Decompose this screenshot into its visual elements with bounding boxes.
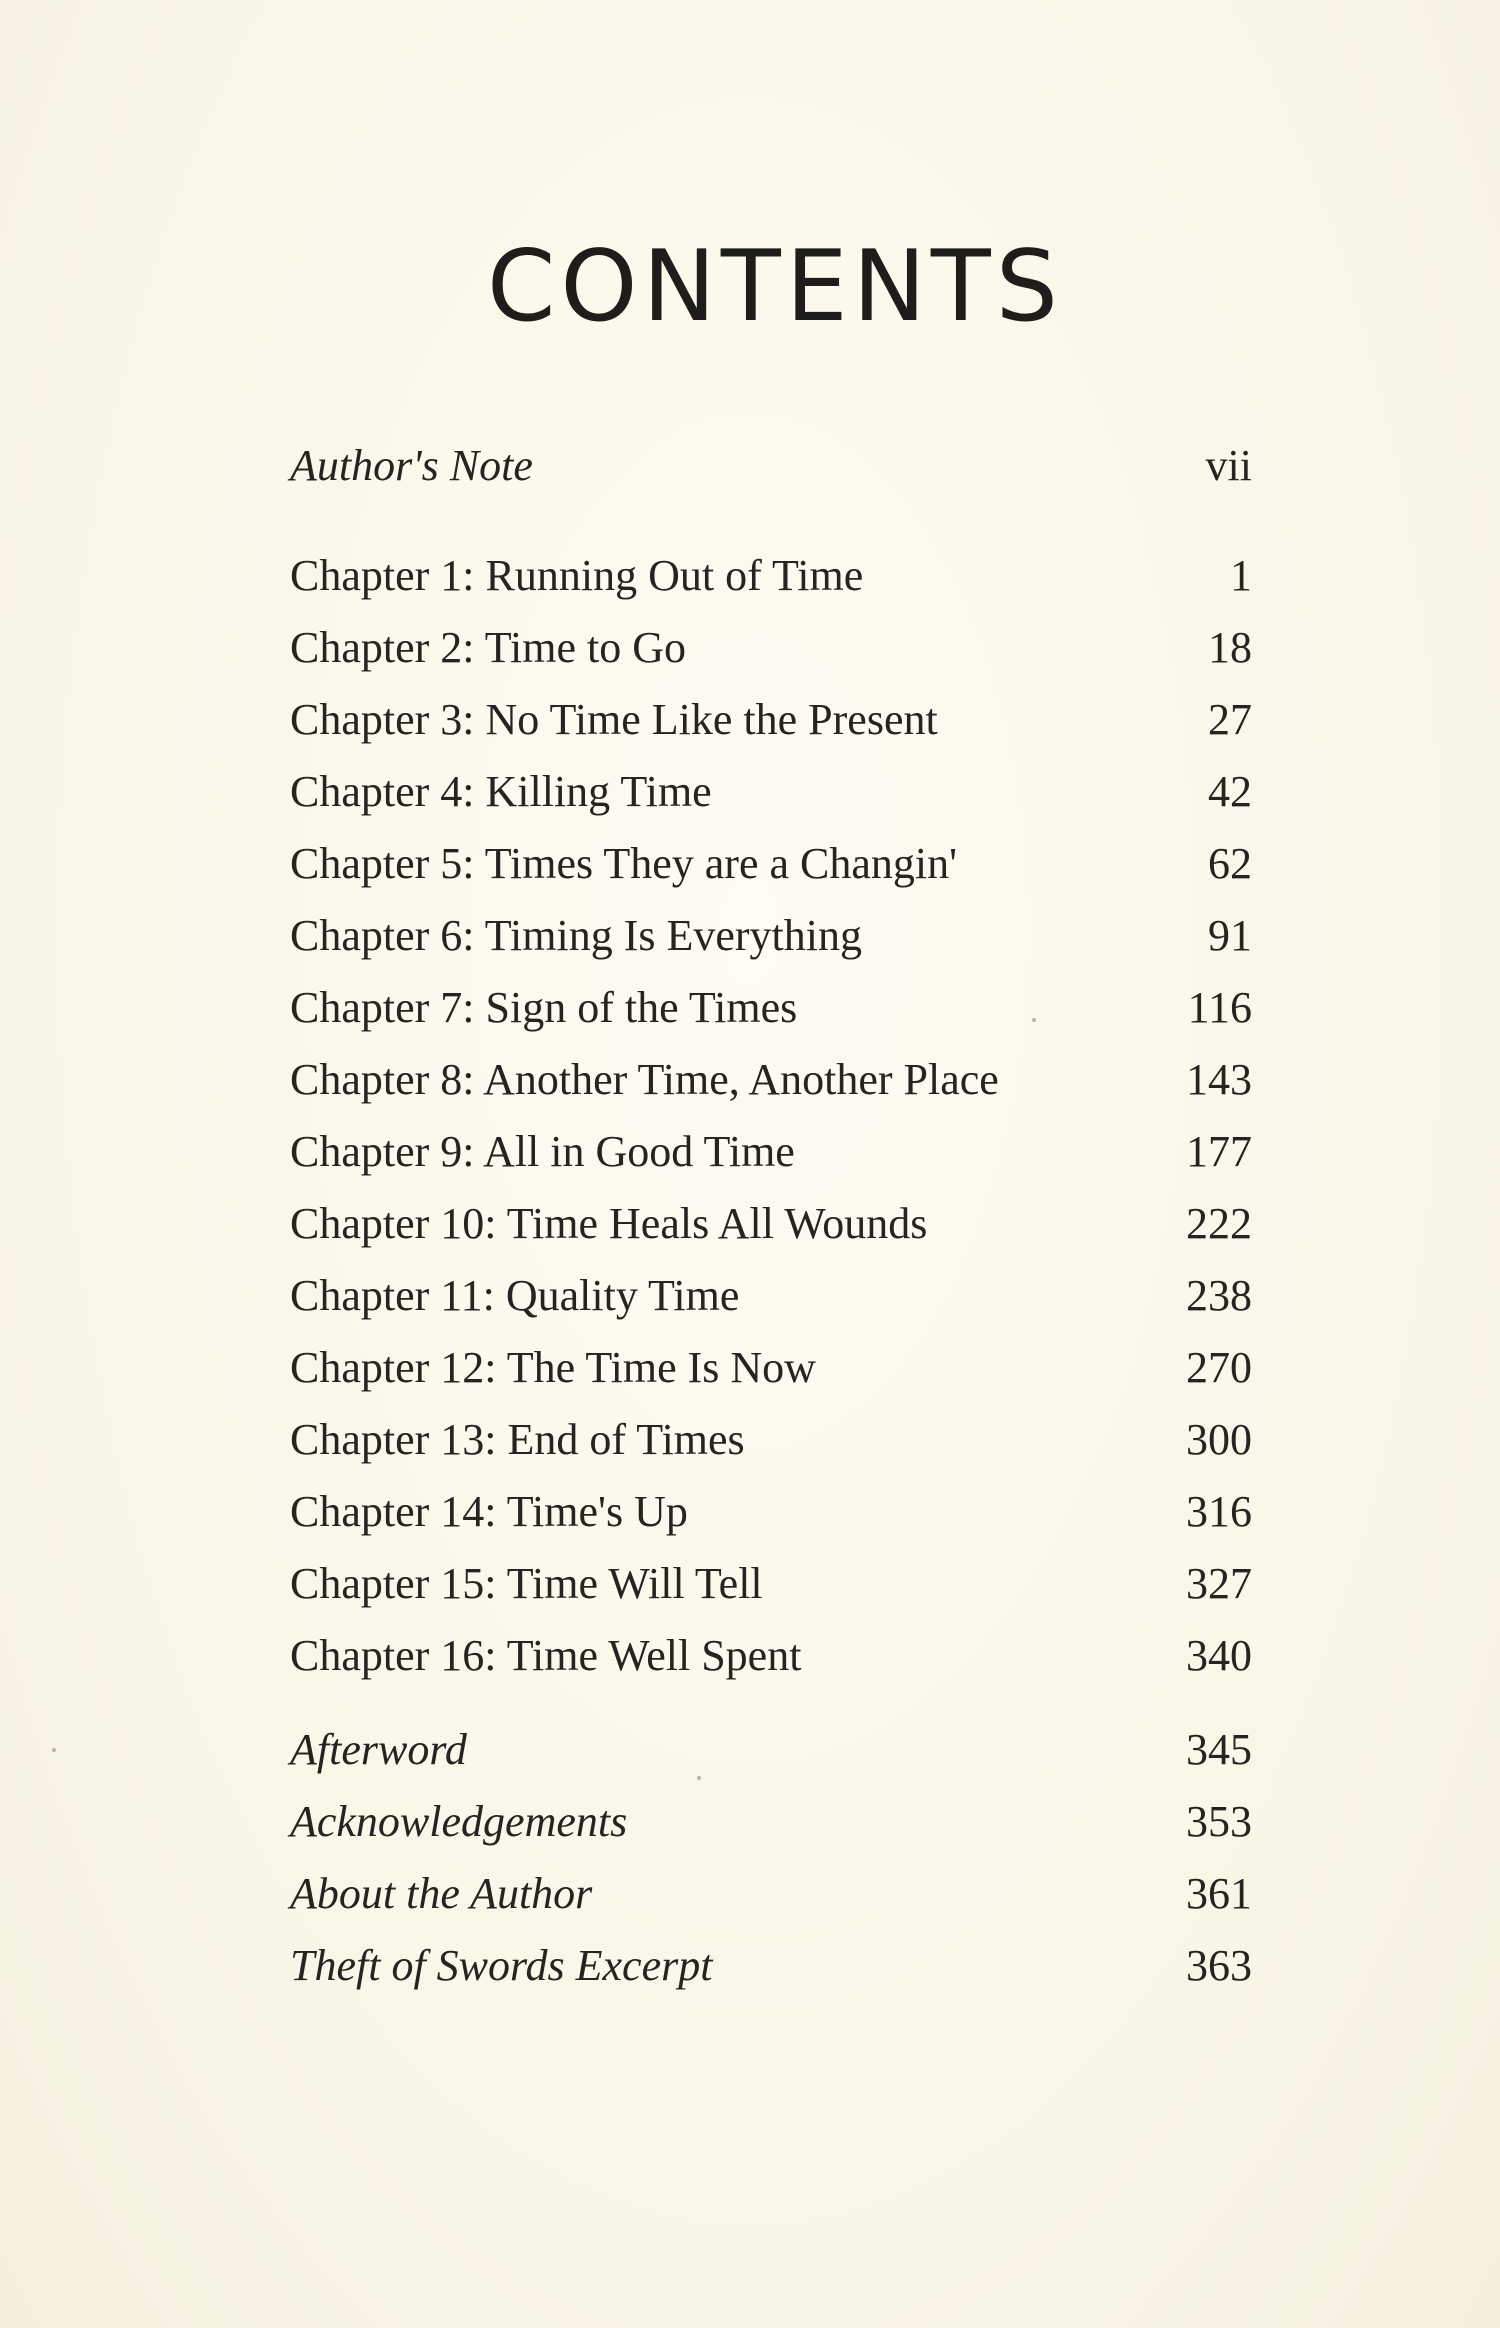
toc-entry-page: 345: [1186, 1725, 1252, 1774]
toc-entry: [290, 1476, 1252, 1548]
back-matter-list: [290, 1714, 1252, 2002]
toc-entry: [290, 900, 1252, 972]
toc-entry-page: 361: [1186, 1869, 1252, 1918]
toc-entry-page: 1: [1230, 551, 1252, 600]
toc-entry-title: Chapter 3: No Time Like the Present: [290, 695, 938, 744]
toc-entry: [290, 1404, 1252, 1476]
toc-entry: [290, 1044, 1252, 1116]
toc-entry-title: Chapter 11: Quality Time: [290, 1271, 740, 1320]
toc-entry-page: 143: [1186, 1055, 1252, 1104]
toc-entry: [290, 756, 1252, 828]
toc-entry-title: Chapter 1: Running Out of Time: [290, 551, 864, 600]
toc-entry-page: 222: [1186, 1199, 1252, 1248]
toc-entry: [290, 1786, 1252, 1858]
toc-entry-page: 363: [1186, 1941, 1252, 1990]
toc-entry: [290, 1116, 1252, 1188]
toc-entry-page: 116: [1187, 983, 1252, 1032]
toc-entry: [290, 684, 1252, 756]
toc-entry-page: 27: [1208, 695, 1252, 744]
toc-entry-title: Chapter 4: Killing Time: [290, 767, 712, 816]
toc-entry: [290, 828, 1252, 900]
toc-entry-title: Theft of Swords Excerpt: [290, 1941, 713, 1990]
toc-entry-title: Chapter 14: Time's Up: [290, 1487, 688, 1536]
toc-entry: [290, 540, 1252, 612]
page-title: CONTENTS: [486, 230, 1064, 344]
toc-entry-title: Chapter 8: Another Time, Another Place: [290, 1055, 999, 1104]
front-matter-list: [290, 430, 1252, 502]
toc-entry: [290, 1332, 1252, 1404]
toc-entry: [290, 1188, 1252, 1260]
toc-entry: [290, 1858, 1252, 1930]
chapter-list: [290, 540, 1252, 1692]
toc-entry: [290, 1548, 1252, 1620]
toc-entry-page: 300: [1186, 1415, 1252, 1464]
toc-entry-page: 340: [1186, 1631, 1252, 1680]
toc-entry-page: 238: [1186, 1271, 1252, 1320]
toc-entry-title: Chapter 13: End of Times: [290, 1415, 745, 1464]
toc-entry-page: 270: [1186, 1343, 1252, 1392]
toc-entry-title: Acknowledgements: [290, 1797, 628, 1846]
toc-entry-title: Chapter 12: The Time Is Now: [290, 1343, 816, 1392]
toc-entry-page: 42: [1208, 767, 1252, 816]
toc-entry-title: Author's Note: [290, 441, 533, 490]
toc-entry-page: 62: [1208, 839, 1252, 888]
toc-entry-title: Chapter 6: Timing Is Everything: [290, 911, 862, 960]
toc-entry: [290, 1714, 1252, 1786]
toc-entry-page: 316: [1186, 1487, 1252, 1536]
toc-entry-title: Chapter 2: Time to Go: [290, 623, 687, 672]
toc-entry: [290, 612, 1252, 684]
toc-entry-title: Chapter 5: Times They are a Changin': [290, 839, 958, 888]
toc-entry-page: 91: [1208, 911, 1252, 960]
toc-entry-page: 327: [1186, 1559, 1252, 1608]
toc-entry-page: 18: [1208, 623, 1252, 672]
toc-entry-title: Afterword: [290, 1725, 467, 1774]
toc-entry-page: 177: [1186, 1127, 1252, 1176]
toc-entry-title: About the Author: [290, 1869, 593, 1918]
toc-entry-page: 353: [1186, 1797, 1252, 1846]
toc-entry: [290, 1930, 1252, 2002]
toc-entry: [290, 972, 1252, 1044]
toc-entry: [290, 430, 1252, 502]
toc-entry: [290, 1620, 1252, 1692]
toc-entry-title: Chapter 7: Sign of the Times: [290, 983, 798, 1032]
toc-entry: [290, 1260, 1252, 1332]
toc-entry-page: vii: [1205, 441, 1252, 490]
toc-entry-title: Chapter 16: Time Well Spent: [290, 1631, 802, 1680]
toc-entry-title: Chapter 10: Time Heals All Wounds: [290, 1199, 928, 1248]
toc-entry-title: Chapter 15: Time Will Tell: [290, 1559, 763, 1608]
paper-speck: [52, 1748, 56, 1752]
toc-entry-title: Chapter 9: All in Good Time: [290, 1127, 795, 1176]
